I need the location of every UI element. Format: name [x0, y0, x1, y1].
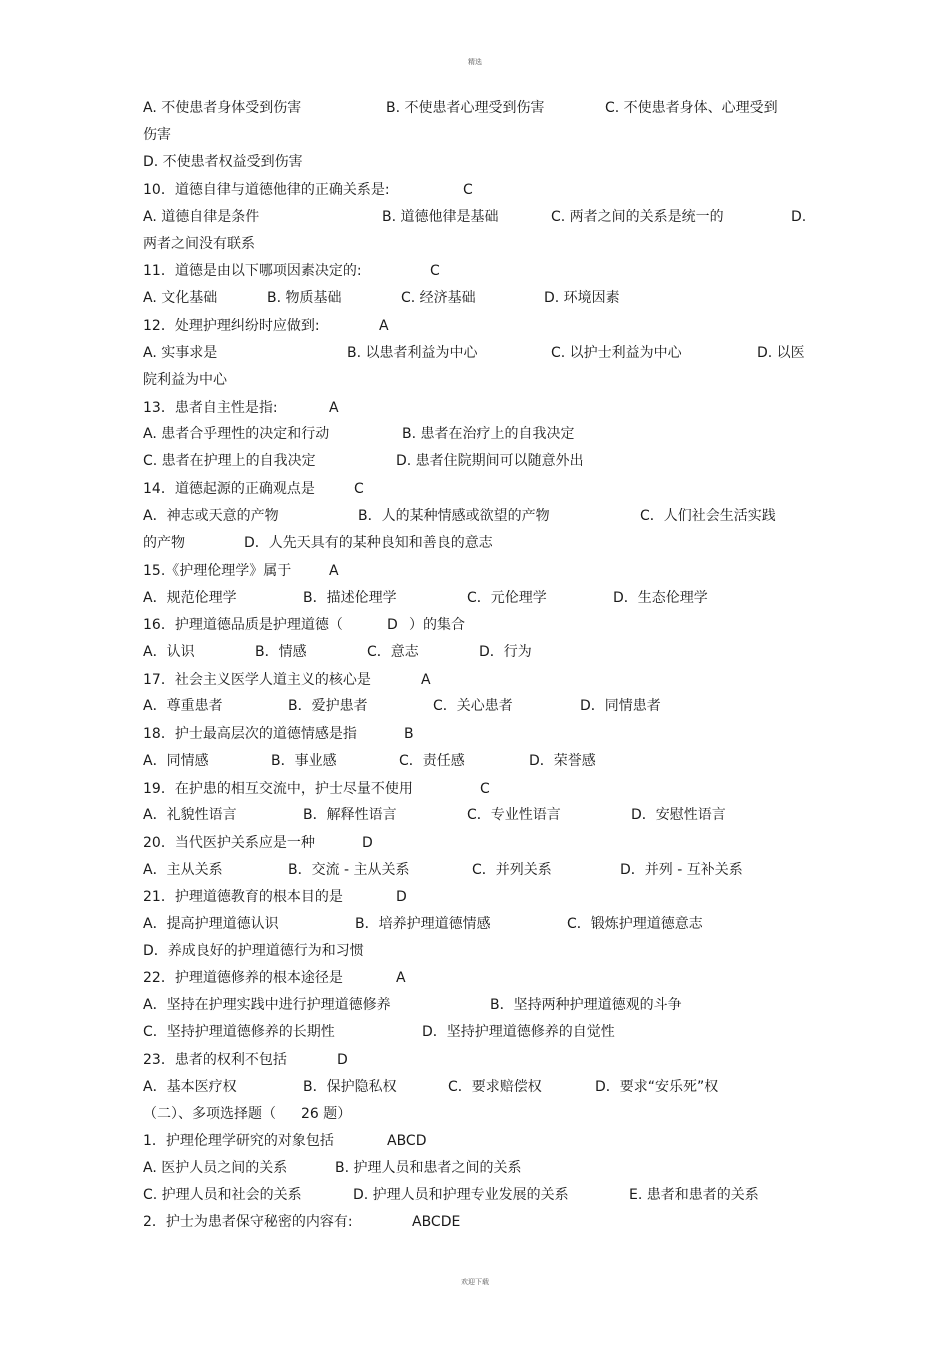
- text-segment: C: [430, 263, 440, 279]
- text-segment: A: [379, 318, 389, 334]
- text-segment: 13．患者自主性是指:: [143, 400, 278, 416]
- text-segment: 11．道德是由以下哪项因素决定的:: [143, 263, 362, 279]
- text-segment: D．坚持护理道德修养的自觉性: [422, 1024, 615, 1040]
- text-segment: （二）、多项选择题（: [143, 1106, 276, 1122]
- text-segment: A. 患者合乎理性的决定和行动: [143, 426, 330, 442]
- text-segment: B. 患者在治疗上的自我决定: [402, 426, 575, 442]
- text-segment: D．养成良好的护理道德行为和习惯: [143, 943, 364, 959]
- text-segment: 20．当代医护关系应是一种: [143, 835, 315, 851]
- text-segment: A. 文化基础: [143, 290, 218, 306]
- text-segment: D.: [791, 209, 807, 225]
- text-segment: A. 不使患者身体受到伤害: [143, 100, 302, 116]
- text-segment: A．神志或天意的产物: [143, 508, 279, 524]
- text-segment: E. 患者和患者的关系: [629, 1187, 759, 1203]
- text-segment: C．专业性语言: [467, 807, 561, 823]
- text-segment: B．人的某种情感或欲望的产物: [358, 508, 550, 524]
- text-segment: 17．社会主义医学人道主义的核心是: [143, 672, 371, 688]
- text-segment: A．认识: [143, 644, 195, 660]
- text-segment: D．行为: [479, 644, 532, 660]
- text-segment: C. 以护士利益为中心: [551, 345, 682, 361]
- text-segment: 的产物: [143, 535, 185, 551]
- text-segment: C: [463, 182, 473, 198]
- text-segment: B．保护隐私权: [303, 1079, 397, 1095]
- text-segment: 院利益为中心: [143, 372, 227, 388]
- text-segment: A．尊重患者: [143, 698, 223, 714]
- text-segment: B．情感: [255, 644, 307, 660]
- text-segment: A: [329, 400, 339, 416]
- text-segment: B. 物质基础: [267, 290, 342, 306]
- text-segment: A．规范伦理学: [143, 590, 237, 606]
- text-segment: A．基本医疗权: [143, 1079, 237, 1095]
- text-segment: 伤害: [143, 127, 171, 143]
- text-segment: C. 患者在护理上的自我决定: [143, 453, 316, 469]
- text-segment: A．主从关系: [143, 862, 223, 878]
- text-segment: C．意志: [367, 644, 419, 660]
- text-segment: A: [421, 672, 431, 688]
- text-segment: C．坚持护理道德修养的长期性: [143, 1024, 335, 1040]
- text-segment: D: [396, 889, 407, 905]
- page-header: 精选: [468, 58, 482, 66]
- text-segment: 1．护理伦理学研究的对象包括: [143, 1133, 334, 1149]
- text-segment: C. 护理人员和社会的关系: [143, 1187, 302, 1203]
- text-segment: 14．道德起源的正确观点是: [143, 481, 315, 497]
- text-segment: 两者之间没有联系: [143, 236, 255, 252]
- text-segment: A: [329, 563, 339, 579]
- text-segment: D. 患者住院期间可以随意外出: [396, 453, 584, 469]
- text-segment: C. 两者之间的关系是统一的: [551, 209, 724, 225]
- text-segment: B．培养护理道德情感: [355, 916, 491, 932]
- text-segment: C．并列关系: [472, 862, 552, 878]
- text-segment: 22．护理道德修养的根本途径是: [143, 970, 343, 986]
- text-segment: A. 医护人员之间的关系: [143, 1160, 288, 1176]
- text-segment: B．交流 - 主从关系: [288, 862, 410, 878]
- text-segment: D．并列 - 互补关系: [620, 862, 743, 878]
- text-segment: 15.《护理伦理学》属于: [143, 563, 292, 579]
- text-segment: 23．患者的权利不包括: [143, 1052, 287, 1068]
- text-segment: A．提高护理道德认识: [143, 916, 279, 932]
- text-segment: B: [404, 726, 414, 742]
- text-segment: 2．护士为患者保守秘密的内容有:: [143, 1214, 353, 1230]
- text-segment: C. 不使患者身体、心理受到: [605, 100, 778, 116]
- text-segment: C．锻炼护理道德意志: [567, 916, 703, 932]
- text-segment: C. 经济基础: [401, 290, 476, 306]
- text-segment: B．爱护患者: [288, 698, 368, 714]
- text-segment: ABCD: [387, 1133, 427, 1149]
- text-segment: 18．护士最高层次的道德情感是指: [143, 726, 357, 742]
- text-segment: A．坚持在护理实践中进行护理道德修养: [143, 997, 391, 1013]
- text-segment: A. 道德自律是条件: [143, 209, 260, 225]
- text-segment: D: [387, 617, 398, 633]
- text-segment: 19．在护患的相互交流中，护士尽量不使用: [143, 781, 413, 797]
- text-segment: D. 护理人员和护理专业发展的关系: [353, 1187, 569, 1203]
- text-segment: D．荣誉感: [529, 753, 596, 769]
- text-segment: B. 以患者利益为中心: [347, 345, 478, 361]
- text-segment: D．人先天具有的某种良知和善良的意志: [244, 535, 493, 551]
- text-segment: D. 环境因素: [544, 290, 620, 306]
- text-segment: D．同情患者: [580, 698, 661, 714]
- text-segment: C．元伦理学: [467, 590, 547, 606]
- text-segment: C: [354, 481, 364, 497]
- text-segment: 26 题）: [301, 1106, 352, 1122]
- text-segment: D．生态伦理学: [613, 590, 708, 606]
- text-segment: C．责任感: [399, 753, 465, 769]
- text-segment: ABCDE: [412, 1214, 461, 1230]
- text-segment: D: [362, 835, 373, 851]
- text-segment: D: [337, 1052, 348, 1068]
- text-segment: A. 实事求是: [143, 345, 218, 361]
- text-segment: B．描述伦理学: [303, 590, 397, 606]
- text-segment: C: [480, 781, 490, 797]
- text-segment: 10．道德自律与道德他律的正确关系是:: [143, 182, 390, 198]
- text-segment: D．安慰性语言: [631, 807, 726, 823]
- text-segment: ）的集合: [409, 617, 465, 633]
- text-segment: B．事业感: [271, 753, 337, 769]
- text-segment: B．坚持两种护理道德观的斗争: [490, 997, 682, 1013]
- page-footer: 欢迎下载: [461, 1278, 489, 1286]
- text-segment: B．解释性语言: [303, 807, 397, 823]
- text-segment: A．同情感: [143, 753, 209, 769]
- text-segment: A: [396, 970, 406, 986]
- text-segment: C．人们社会生活实践: [640, 508, 776, 524]
- text-segment: D. 以医: [757, 345, 805, 361]
- text-segment: 16．护理道德品质是护理道德（: [143, 617, 343, 633]
- text-segment: B. 道德他律是基础: [382, 209, 499, 225]
- text-segment: C．关心患者: [433, 698, 513, 714]
- text-segment: 12．处理护理纠纷时应做到:: [143, 318, 320, 334]
- text-segment: B. 护理人员和患者之间的关系: [335, 1160, 522, 1176]
- text-segment: C．要求赔偿权: [448, 1079, 542, 1095]
- text-segment: D. 不使患者权益受到伤害: [143, 154, 303, 170]
- text-segment: D．要求“安乐死”权: [595, 1079, 719, 1095]
- text-segment: B. 不使患者心理受到伤害: [386, 100, 545, 116]
- text-segment: 21．护理道德教育的根本目的是: [143, 889, 343, 905]
- text-segment: A．礼貌性语言: [143, 807, 237, 823]
